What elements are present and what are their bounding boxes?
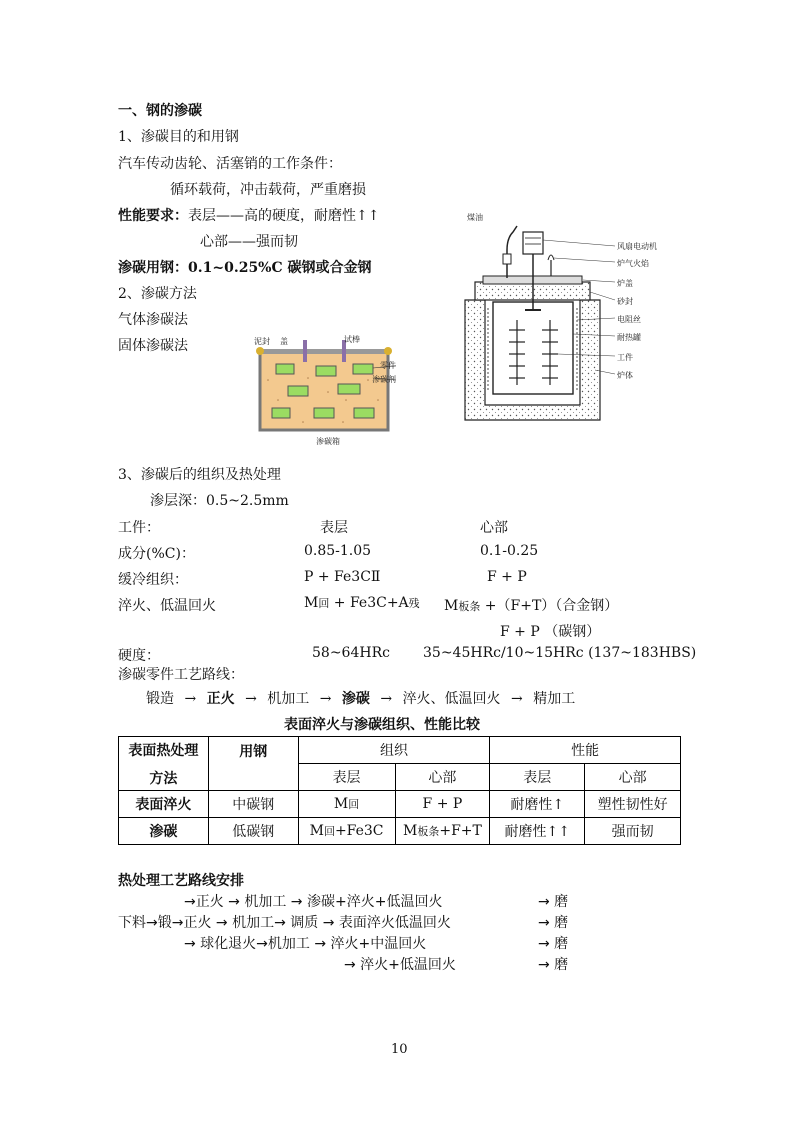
- row-comp-surface: 0.85-1.05: [304, 543, 372, 559]
- header-structure: 组织: [298, 737, 490, 764]
- route-arrow: →: [184, 691, 197, 707]
- route-label: 渗碳零件工艺路线：: [118, 667, 244, 683]
- cell-method: 表面淬火: [119, 791, 209, 818]
- cell-steel: 低碳钢: [208, 818, 298, 845]
- header-method-line1: 表面热处理: [128, 742, 199, 759]
- row-quench-surface: [304, 595, 420, 611]
- route-step: 锻造: [146, 691, 174, 707]
- label-flame: 炉气火焰: [617, 259, 649, 268]
- header-core-prop: 心部: [585, 764, 681, 791]
- label-box: 渗碳箱: [316, 437, 340, 446]
- cell-surface-rest: +Fe3C: [334, 823, 384, 839]
- label-retort: 耐热罐: [617, 333, 641, 342]
- process-end-4: → 磨: [538, 957, 569, 973]
- page-number: 10: [391, 1042, 408, 1057]
- conditions-text: 循环载荷，冲击载荷，严重磨损: [170, 182, 366, 198]
- quench-surface-rest-sub: 残: [408, 597, 420, 610]
- cell-prop-surface: 耐磨性↑↑: [490, 818, 585, 845]
- route-step: 机加工: [267, 691, 310, 707]
- label-part: 零件: [380, 361, 396, 370]
- cell-core: F + P: [395, 791, 490, 818]
- process-line-4: → 淬火+低温回火: [344, 957, 456, 973]
- gas-method: 气体渗碳法: [118, 312, 188, 328]
- cell-prop-core: 塑性韧性好: [585, 791, 681, 818]
- steel-row: [118, 257, 372, 277]
- cell-prop-surface: 耐磨性↑: [490, 791, 585, 818]
- route-step: 精加工: [533, 691, 576, 707]
- cell-surface-m: M: [333, 796, 349, 812]
- case-depth: 渗层深：0.5~2.5mm: [150, 493, 289, 509]
- label-kerosene: 煤油: [467, 213, 483, 222]
- row-work-core: 心部: [480, 520, 508, 536]
- comparison-table: [118, 736, 681, 845]
- route-arrow: →: [245, 691, 257, 707]
- heading-methods: 2、渗碳方法: [118, 286, 197, 302]
- row-slow-label: 缓冷组织：: [118, 572, 188, 588]
- solid-method: 固体渗碳法: [118, 338, 188, 354]
- table-row: [119, 818, 681, 845]
- gas-furnace-figure: [455, 210, 685, 435]
- perf-surface: 表层——高的硬度，耐磨性↑↑: [188, 208, 380, 224]
- label-test-bar: 试棒: [344, 335, 360, 344]
- route-arrow: →: [511, 691, 523, 707]
- row-quench-label: 淬火、低温回火: [118, 598, 216, 614]
- row-quench-core: [444, 595, 618, 615]
- cell-surface: [298, 818, 395, 845]
- cell-surface-m: M: [309, 823, 324, 839]
- cell-prop-core: 强而韧: [585, 818, 681, 845]
- process-end-2: → 磨: [538, 915, 569, 931]
- header-method-line2: 方法: [149, 770, 178, 787]
- cell-steel: 中碳钢: [208, 791, 298, 818]
- steel-label: 渗碳用钢：: [118, 260, 188, 276]
- table-row: [119, 791, 681, 818]
- process-end-3: → 磨: [538, 936, 569, 952]
- route-step: 淬火、低温回火: [402, 691, 501, 707]
- label-body: 炉体: [617, 371, 633, 380]
- route-step: 渗碳: [341, 691, 370, 707]
- table-header-row: [119, 737, 681, 764]
- header-property: 性能: [490, 737, 681, 764]
- label-fan-motor: 风扇电动机: [617, 242, 657, 251]
- row-work-surface: 表层: [320, 520, 348, 536]
- process-line-2: 下料→锻→正火 → 机加工→ 调质 → 表面淬火低温回火: [118, 915, 451, 931]
- process-line-3: → 球化退火→机加工 → 淬火+中温回火: [184, 936, 427, 952]
- cell-core-sub: 板条: [417, 825, 440, 838]
- cell-core: [395, 818, 490, 845]
- quench-core-m: M: [444, 598, 459, 614]
- label-agent: 渗碳剂: [372, 375, 396, 384]
- row-slow-core: F + P: [487, 569, 527, 585]
- header-method: [119, 737, 209, 791]
- table-caption: 表面淬火与渗碳组织、性能比较: [284, 717, 480, 733]
- header-steel: 用钢: [208, 737, 298, 791]
- quench-core-m-sub: 板条: [458, 600, 481, 613]
- row-hard-surface: 58~64HRc: [312, 645, 390, 661]
- row-work-label: 工件：: [118, 520, 160, 536]
- row-comp-label: 成分(%C)：: [118, 546, 195, 562]
- performance-row: [118, 205, 379, 225]
- route-arrow: →: [319, 691, 332, 707]
- carburizing-box-drawing: [248, 330, 398, 448]
- header-surface-prop: 表层: [490, 764, 585, 791]
- section-title: 一、钢的渗碳: [118, 103, 202, 119]
- row-quench-core-line2: F + P （碳钢）: [500, 624, 601, 640]
- label-workpiece: 工件: [617, 353, 633, 362]
- steel-text: 0.1~0.25%C 碳钢或合金钢: [188, 260, 372, 276]
- heading-structure: 3、渗碳后的组织及热处理: [118, 467, 281, 483]
- row-hard-core: 35~45HRc/10~15HRc (137~183HBS): [423, 645, 697, 661]
- cell-surface-sub: 回: [323, 825, 335, 838]
- label-sand-seal: 砂封: [617, 297, 633, 306]
- cell-core-rest: +F+T: [439, 823, 482, 839]
- route-step: 正火: [206, 691, 235, 707]
- process-line-1: →正火 → 机加工 → 渗碳+淬火+低温回火: [184, 894, 443, 910]
- perf-label: 性能要求：: [118, 208, 188, 224]
- perf-core: 心部——强而韧: [200, 234, 298, 250]
- route-arrow: →: [380, 691, 393, 707]
- process-title: 热处理工艺路线安排: [118, 873, 244, 889]
- label-cover: 炉盖: [617, 279, 633, 288]
- quench-surface-m-sub: 回: [318, 597, 330, 610]
- cell-surface-sub: 回: [348, 798, 360, 811]
- solid-carburizing-figure: [248, 330, 398, 448]
- cell-core-m: M: [403, 823, 418, 839]
- header-core: 心部: [395, 764, 490, 791]
- header-surface: 表层: [298, 764, 395, 791]
- cell-method: 渗碳: [119, 818, 209, 845]
- row-slow-surface: P + Fe3CⅡ: [304, 569, 381, 585]
- heading-purpose: 1、渗碳目的和用钢: [118, 129, 239, 145]
- quench-core-rest: +（F+T）（合金钢）: [480, 598, 619, 614]
- row-hard-label: 硬度：: [118, 648, 160, 664]
- label-lid: 盖: [280, 337, 288, 346]
- quench-surface-m: M: [304, 595, 319, 611]
- conditions-label: 汽车传动齿轮、活塞销的工作条件：: [118, 156, 342, 172]
- cell-surface: [298, 791, 395, 818]
- process-end-1: → 磨: [538, 894, 569, 910]
- route-line: [146, 688, 575, 708]
- row-comp-core: 0.1-0.25: [480, 543, 539, 559]
- label-wire: 电阻丝: [617, 315, 641, 324]
- label-seal: 泥封: [254, 337, 270, 346]
- quench-surface-rest: + Fe3C+A: [329, 595, 409, 611]
